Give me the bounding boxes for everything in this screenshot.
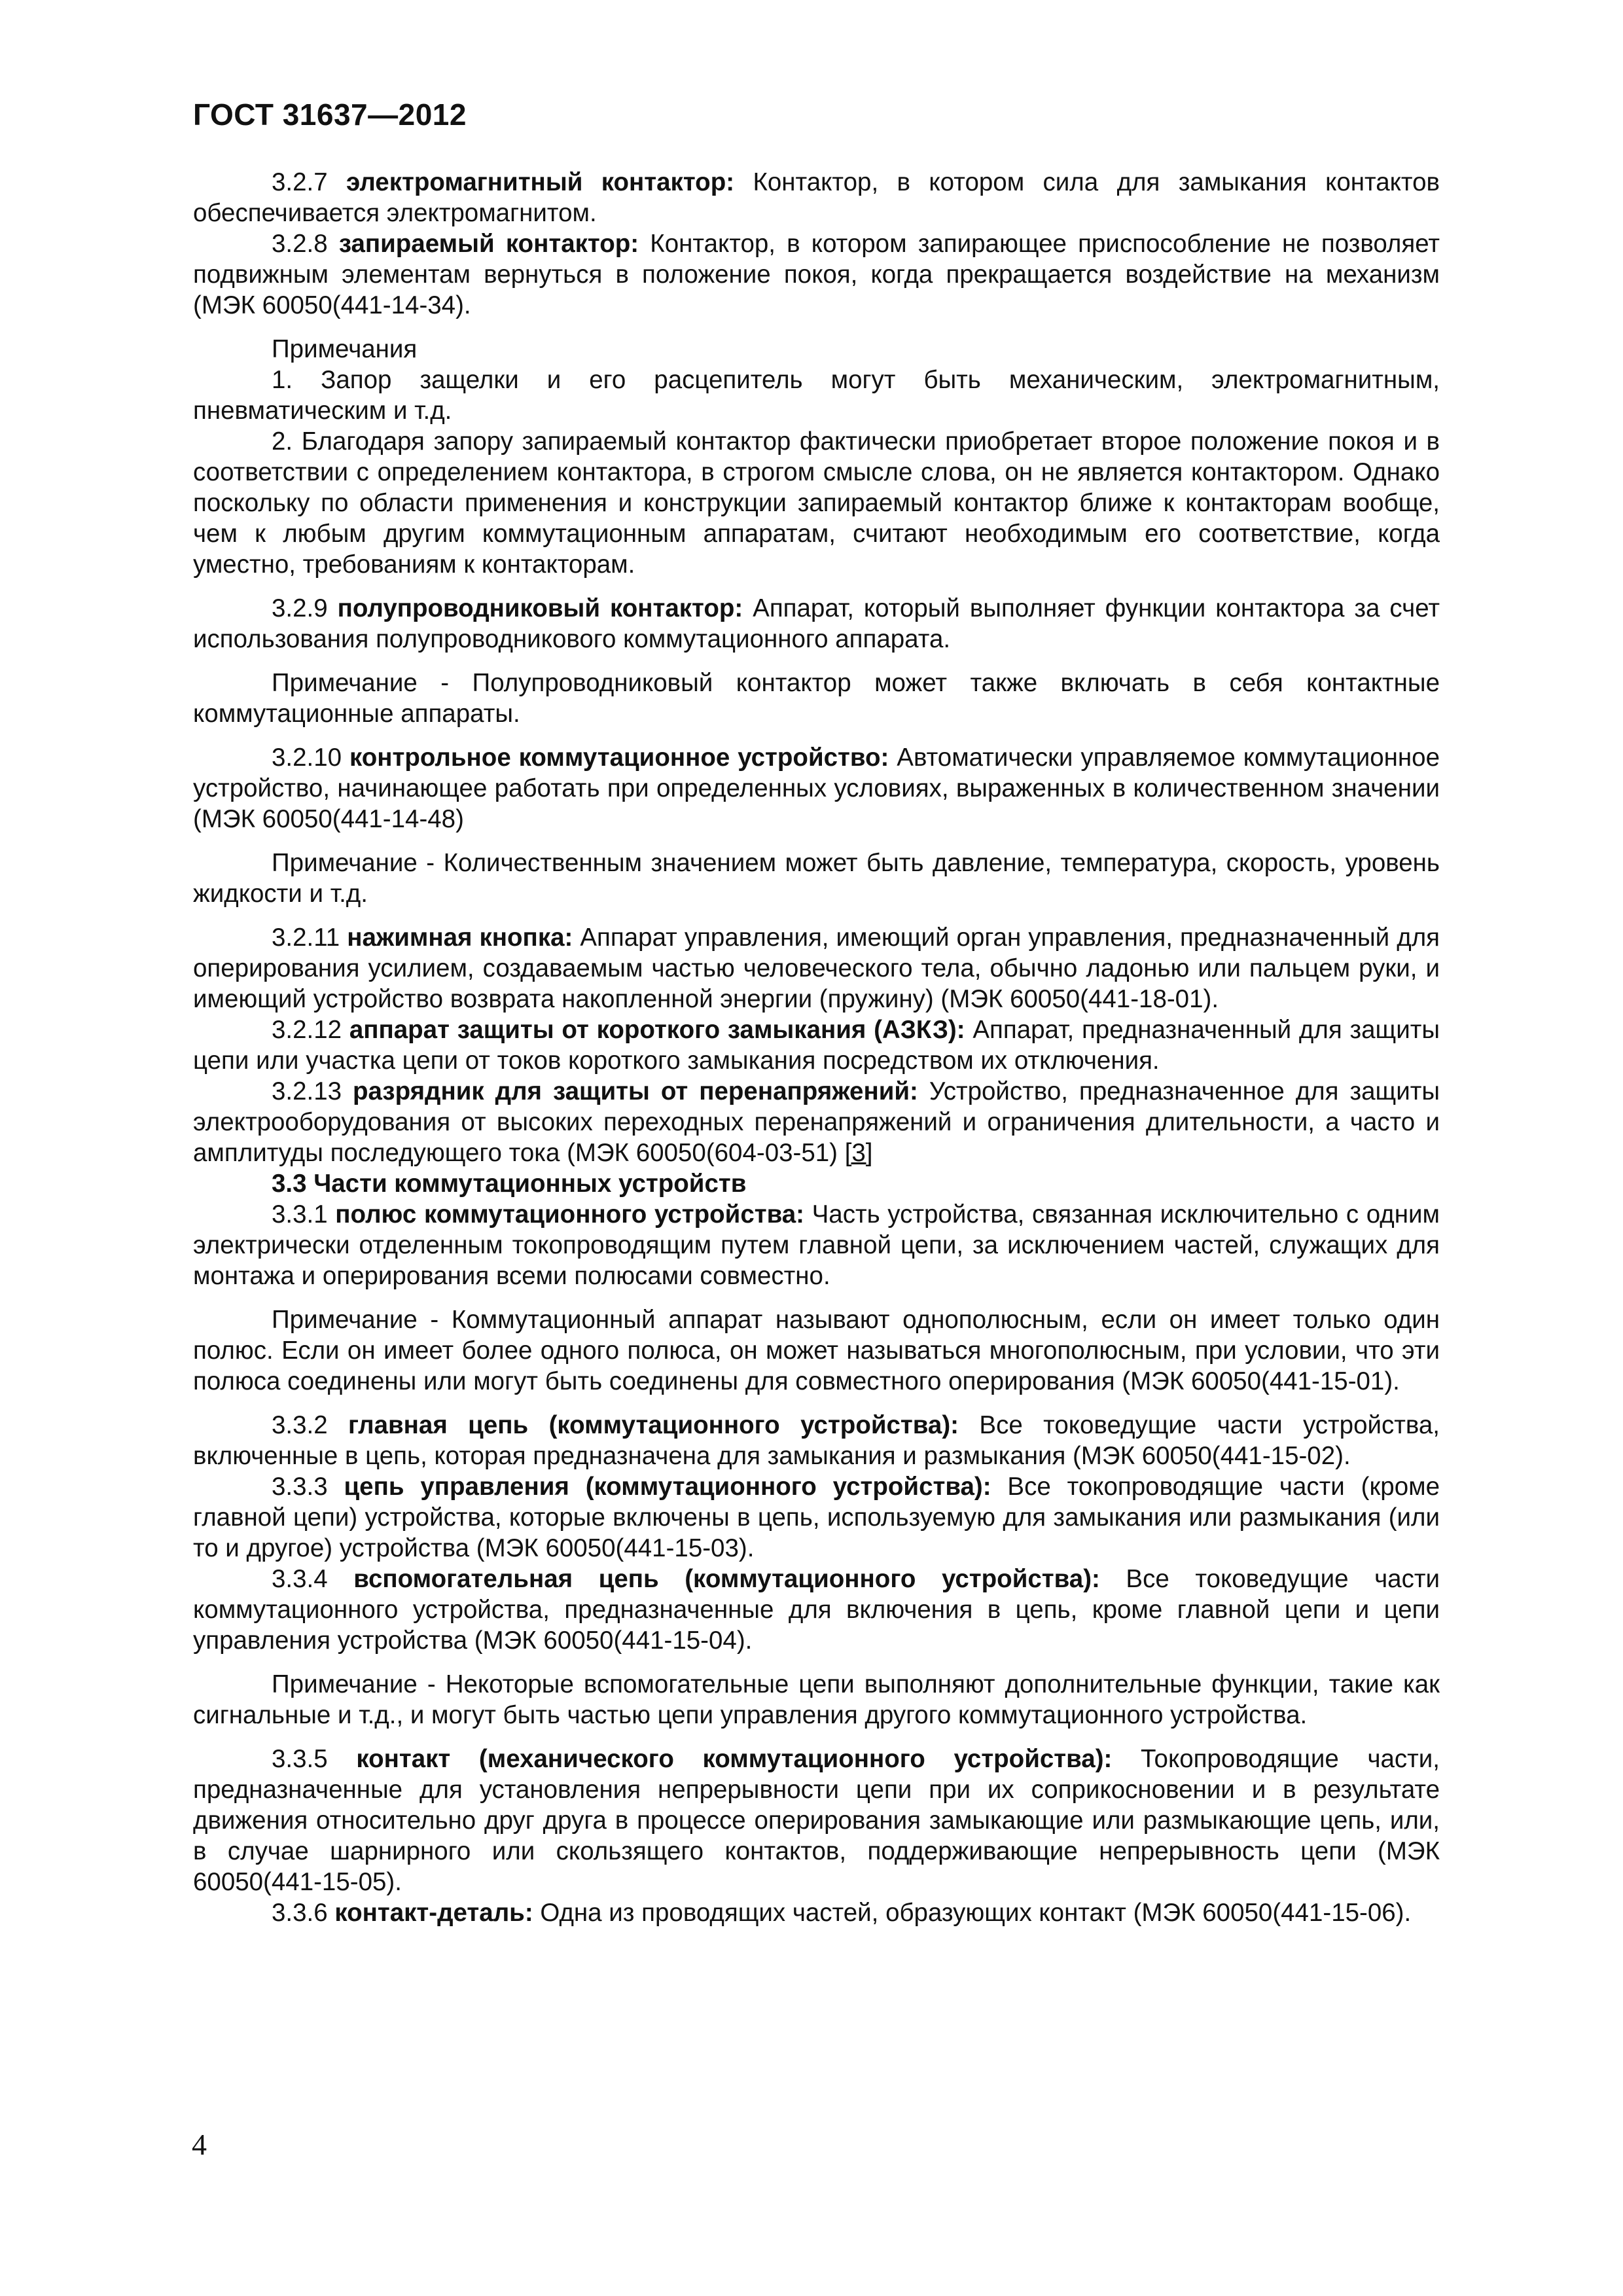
term: полупроводниковый контактор: (337, 594, 743, 622)
term: контакт-деталь: (334, 1899, 533, 1927)
term: аппарат защиты от короткого замыкания (АЗКЗ): (349, 1016, 965, 1044)
definition-text: Автоматически управляемое коммутационное устройство, начинающее работать при определенных условиях, выраженных в количественном значении (МЭК 60050(441-14-48) (193, 744, 1440, 833)
term: вспомогательная цепь (коммутационного устройства): (353, 1565, 1100, 1593)
definition-text: Аппарат, предназначенный для защиты цепи или участка цепи от токов короткого замыкания посредством их отключения. (193, 1016, 1440, 1075)
definition-text: Часть устройства, связанная исключительно с одним электрически отделенным токопроводящим путем главной цепи, за исключением частей, служащих для монтажа и оперирования всеми полюсами совместно. (193, 1200, 1440, 1290)
definition-text: Все токоведущие части коммутационного устройства, предназначенные для включения в цепь, кроме главной цепи и цепи управления устройства (МЭК 60050(441-15-04). (193, 1565, 1440, 1655)
term: полюс коммутационного устройства: (335, 1200, 804, 1229)
term: цепь управления (коммутационного устройства): (344, 1473, 991, 1501)
definition-text: Одна из проводящих частей, образующих контакт (МЭК 60050(441-15-06). (533, 1899, 1412, 1927)
definition-text: Контактор, в котором сила для замыкания контактов обеспечивается электромагнитом. (193, 168, 1440, 227)
note-3-3-4: Примечание - Некоторые вспомогательные цепи выполняют дополнительные функции, такие как сигнальные и т.д., и могут быть частью цепи управления другого коммутационного устройства. (193, 1670, 1440, 1729)
definition-3-2-13 (193, 1076, 1440, 1168)
clause-number: 3.3.3 (272, 1473, 328, 1501)
definition-text: Все токопроводящие части (кроме главной цепи) устройства, которые включены в цепь, используемую для замыкания или размыкания (или то и другое) устройства (МЭК 60050(441-15-03). (193, 1473, 1440, 1562)
note-3-3-1: Примечание - Коммутационный аппарат называют однополюсным, если он имеет только один полюс. Если он имеет более одного полюса, он может называться многополюсным, при условии, что эти полюса соединены или могут быть соединены для совместного оперирования (МЭК 60050(441-15-01). (193, 1306, 1440, 1395)
definition-3-2-10 (193, 742, 1440, 834)
clause-number: 3.3.6 (272, 1899, 328, 1927)
clause-number: 3.3.1 (272, 1200, 328, 1229)
term: разрядник для защиты от перенапряжений: (353, 1077, 918, 1105)
clause-number: 3.2.8 (272, 230, 328, 258)
definition-text: Все токоведущие части устройства, включенные в цепь, которая предназначена для замыкания и размыкания (МЭК 60050(441-15-02). (193, 1411, 1440, 1470)
clause-number: 3.3.2 (272, 1411, 328, 1439)
clause-number: 3.3.5 (272, 1745, 328, 1773)
definition-text: Контактор, в котором запирающее приспособление не позволяет подвижным элементам вернуться в положение покоя, когда прекращается воздействие на механизм (МЭК 60050(441-14-34). (193, 230, 1440, 319)
term: контрольное коммутационное устройство: (349, 744, 889, 772)
term: контакт (механического коммутационного устройства): (356, 1745, 1113, 1773)
section-heading-3-3: 3.3 Части коммутационных устройств (272, 1170, 747, 1198)
definition-3-3-5 (193, 1744, 1440, 1897)
definition-text: Аппарат, который выполняет функции контактора за счет использования полупроводникового коммутационного аппарата. (193, 594, 1440, 653)
term: нажимная кнопка: (347, 924, 573, 952)
definition-3-2-8 (193, 228, 1440, 321)
term: электромагнитный контактор: (346, 168, 735, 196)
standard-header: ГОСТ 31637—2012 (193, 98, 467, 132)
definition-3-3-4 (193, 1564, 1440, 1656)
note-3-2-10: Примечание - Количественным значением может быть давление, температура, скорость, уровень жидкости и т.д. (193, 849, 1440, 908)
definition-3-2-7 (193, 167, 1440, 228)
clause-number: 3.3.4 (272, 1565, 328, 1593)
note-1: 1. Запор защелки и его расцепитель могут быть механическим, электромагнитным, пневматическим и т.д. (193, 366, 1440, 425)
notes-heading: Примечания (272, 335, 418, 363)
document-body (193, 167, 1440, 1928)
clause-number: 3.2.13 (272, 1077, 342, 1105)
definition-text: Устройство, предназначенное для защиты электрооборудования от высоких переходных перенапряжений и ограничения длительности, а часто и амплитуды последующего тока (МЭК 60050(604-03-51) (193, 1077, 1440, 1167)
definition-text: Токопроводящие части, предназначенные для установления непрерывности цепи при их соприкосновении и в результате движения относительно друг друга в процессе оперирования замыкающие или размыкающие цепь, или, в случае шарнирного или скользящего контактов, поддерживающие непрерывность цепи (МЭК 60050(441-15-05). (193, 1745, 1440, 1896)
term: запираемый контактор: (338, 230, 639, 258)
term: главная цепь (коммутационного устройства): (348, 1411, 959, 1439)
clause-number: 3.2.10 (272, 744, 342, 772)
definition-text: Аппарат управления, имеющий орган управления, предназначенный для оперирования усилием, создаваемым частью человеческого тела, обычно ладонью или пальцем руки, и имеющий устройство возврата накопленной энергии (пружину) (МЭК 60050(441-18-01). (193, 924, 1440, 1013)
definition-3-3-2 (193, 1410, 1440, 1471)
clause-number: 3.2.12 (272, 1016, 342, 1044)
note-3-2-9: Примечание - Полупроводниковый контактор может также включать в себя контактные коммутационные аппараты. (193, 669, 1440, 728)
definition-3-3-3 (193, 1471, 1440, 1564)
clause-number: 3.2.7 (272, 168, 328, 196)
bibliography-reference-link[interactable]: [3] (844, 1139, 873, 1167)
definition-3-2-12 (193, 1014, 1440, 1076)
clause-number: 3.2.9 (272, 594, 328, 622)
definition-3-3-1 (193, 1199, 1440, 1291)
definition-3-2-9 (193, 593, 1440, 655)
note-2: 2. Благодаря запору запираемый контактор фактически приобретает второе положение покоя и в соответствии с определением контактора, в строгом смысле слова, он не является контактором. Однако поскольку по области применения и конструкции запираемый контактор ближе к контакторам вообще, чем к любым другим коммутационным аппаратам, считают необходимым его соответствие, когда уместно, требованиям к контакторам. (193, 427, 1440, 579)
definition-3-3-6 (193, 1897, 1440, 1928)
clause-number: 3.2.11 (272, 924, 340, 952)
definition-3-2-11 (193, 922, 1440, 1014)
page-number: 4 (192, 2128, 207, 2161)
